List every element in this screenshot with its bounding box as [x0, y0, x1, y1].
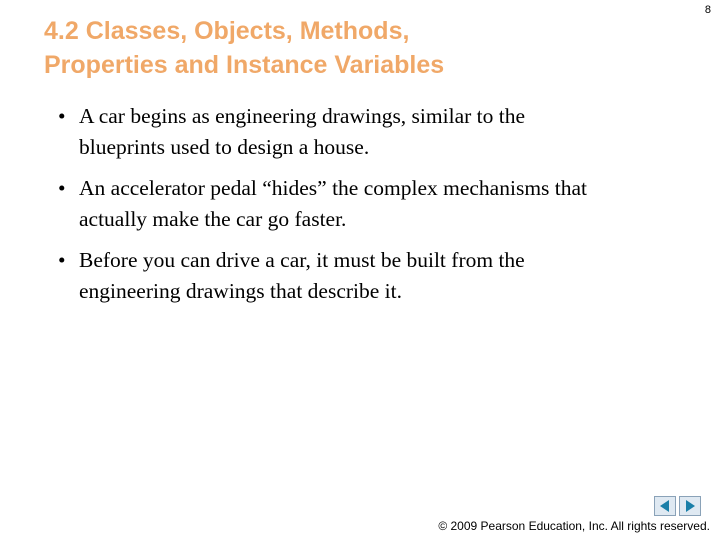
- slide-title: [44, 14, 664, 82]
- previous-slide-button[interactable]: [654, 496, 676, 516]
- bullet-item: [58, 173, 708, 235]
- bullet-item: [58, 245, 708, 307]
- slide-title-line: 4.2 Classes, Objects, Methods,: [44, 17, 410, 45]
- slide-number: 8: [704, 4, 711, 16]
- bullet-line: Before you can drive a car, it must be built from the: [79, 248, 525, 272]
- slide-navigation: [654, 496, 701, 516]
- bullet-line: blueprints used to design a house.: [79, 135, 370, 159]
- bullet-marker: •: [58, 176, 66, 200]
- copyright-footer: © 2009 Pearson Education, Inc. All rights reserved.: [438, 519, 710, 533]
- bullet-line: engineering drawings that describe it.: [79, 279, 402, 303]
- triangle-right-icon: [683, 499, 697, 513]
- bullet-marker: •: [58, 248, 66, 272]
- bullet-item: [58, 101, 708, 163]
- slide-title-line: Properties and Instance Variables: [44, 51, 445, 79]
- bullet-line: A car begins as engineering drawings, similar to the: [79, 104, 526, 128]
- bullet-line: An accelerator pedal “hides” the complex mechanisms that: [79, 176, 588, 200]
- bullet-marker: •: [58, 104, 66, 128]
- bullet-line: actually make the car go faster.: [79, 207, 347, 231]
- bullet-list: [58, 101, 708, 317]
- next-slide-button[interactable]: [679, 496, 701, 516]
- triangle-left-icon: [658, 499, 672, 513]
